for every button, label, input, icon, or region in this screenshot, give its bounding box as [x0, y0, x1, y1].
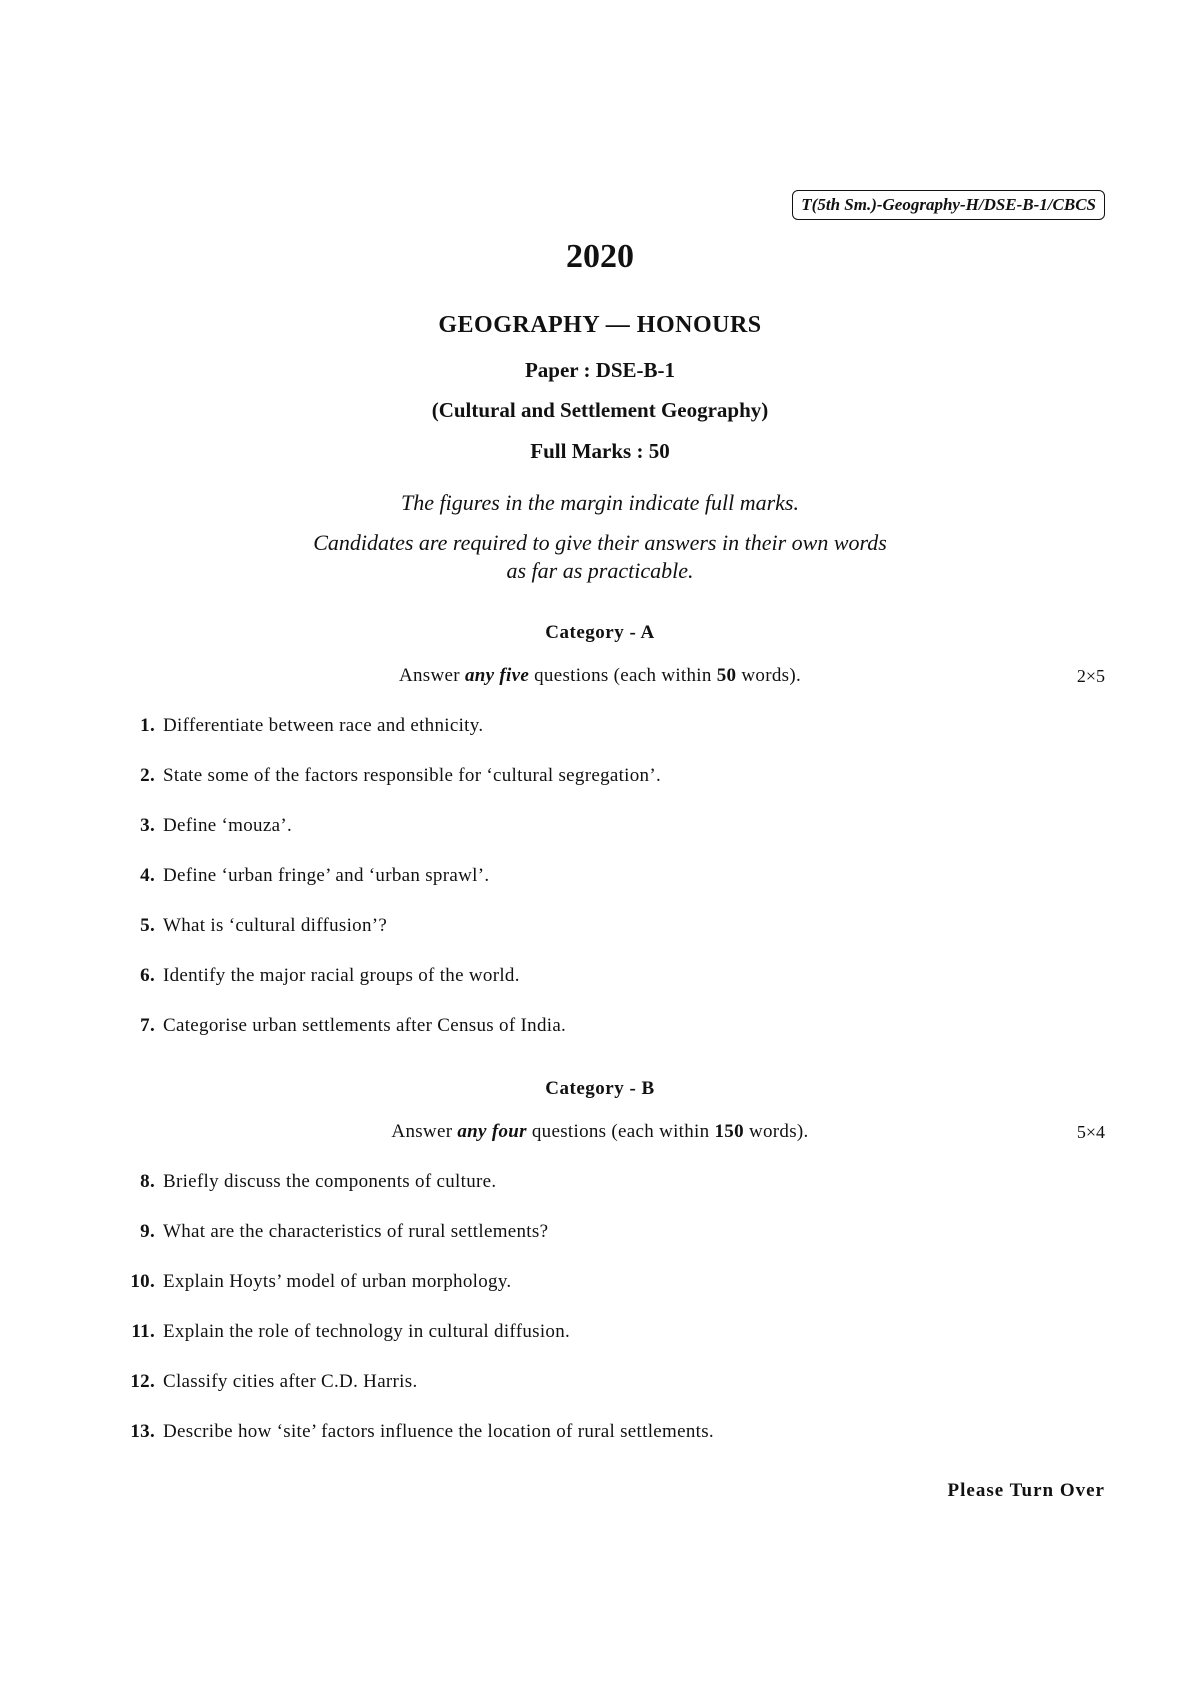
question-number: 13. — [130, 1421, 155, 1442]
question-number: 11. — [131, 1321, 155, 1342]
question-text: State some of the factors responsible for ‘cultural segregation’. — [163, 765, 662, 786]
question-text: What are the characteristics of rural settlements? — [163, 1221, 549, 1242]
question-number: 12. — [130, 1371, 155, 1392]
question-text: Briefly discuss the components of culture. — [163, 1171, 497, 1192]
own-words-note — [0, 529, 1200, 585]
category-b-instructions — [0, 1121, 1200, 1143]
exam-year: 2020 — [566, 238, 634, 275]
question-6 — [100, 965, 1100, 987]
category-a-marks: 2×5 — [1076, 666, 1105, 686]
instr-b-pre: Answer — [391, 1121, 458, 1142]
question-number: 3. — [140, 815, 155, 836]
instr-b-num: 150 — [714, 1121, 744, 1142]
question-number: 6. — [140, 965, 155, 986]
question-12 — [100, 1371, 1100, 1393]
question-3 — [100, 815, 1100, 837]
question-number: 9. — [140, 1221, 155, 1242]
category-a-title: Category - A — [545, 622, 655, 643]
question-1 — [100, 715, 1100, 737]
full-marks: Full Marks : 50 — [530, 439, 670, 463]
question-number: 2. — [140, 765, 155, 786]
question-text: Describe how ‘site’ factors influence the location of rural settlements. — [163, 1421, 714, 1442]
question-text: Explain Hoyts’ model of urban morphology. — [163, 1271, 512, 1292]
question-number: 1. — [140, 715, 155, 736]
instr-b-mid: questions (each within — [526, 1121, 715, 1142]
question-9 — [100, 1221, 1100, 1243]
instr-a-pre: Answer — [398, 665, 465, 686]
category-b-marks: 5×4 — [1076, 1122, 1105, 1142]
question-text: Categorise urban settlements after Census of India. — [163, 1015, 567, 1036]
question-5 — [100, 915, 1100, 937]
question-text: Define ‘urban fringe’ and ‘urban sprawl’. — [163, 865, 490, 886]
question-number: 5. — [140, 915, 155, 936]
question-text: Explain the role of technology in cultural diffusion. — [163, 1321, 571, 1342]
question-10 — [100, 1271, 1100, 1293]
question-8 — [100, 1171, 1100, 1193]
instr-a-emph: any five — [464, 665, 530, 686]
question-number: 8. — [140, 1171, 155, 1192]
instr-b-emph: any four — [457, 1121, 527, 1142]
paper-subtitle: (Cultural and Settlement Geography) — [431, 398, 769, 422]
question-4 — [100, 865, 1100, 887]
question-11 — [100, 1321, 1100, 1343]
own-words-note-line1: Candidates are required to give their answers in their own words — [313, 530, 887, 555]
subject-title: GEOGRAPHY — HONOURS — [438, 312, 762, 338]
question-13 — [100, 1421, 1100, 1443]
instr-b-post: words). — [743, 1121, 809, 1142]
question-text: Differentiate between race and ethnicity. — [163, 715, 484, 736]
own-words-note-line2: as far as practicable. — [506, 558, 694, 583]
question-text: Classify cities after C.D. Harris. — [163, 1371, 418, 1392]
category-b-title: Category - B — [545, 1078, 655, 1099]
category-a-instructions — [0, 665, 1200, 687]
question-number: 10. — [130, 1271, 155, 1292]
instr-a-mid: questions (each within — [529, 665, 717, 686]
instr-a-post: words). — [736, 665, 802, 686]
question-number: 4. — [140, 865, 155, 886]
paper-code: T(5th Sm.)-Geography-H/DSE-B-1/CBCS — [792, 190, 1105, 220]
please-turn-over: Please Turn Over — [947, 1480, 1105, 1501]
question-text: Identify the major racial groups of the world. — [163, 965, 520, 986]
question-2 — [100, 765, 1100, 787]
margin-note: The figures in the margin indicate full marks. — [400, 490, 799, 515]
question-7 — [100, 1015, 1100, 1037]
question-text: What is ‘cultural diffusion’? — [163, 915, 388, 936]
instr-a-num: 50 — [716, 665, 737, 686]
question-text: Define ‘mouza’. — [163, 815, 292, 836]
paper-label: Paper : DSE-B-1 — [524, 358, 676, 382]
question-number: 7. — [140, 1015, 155, 1036]
